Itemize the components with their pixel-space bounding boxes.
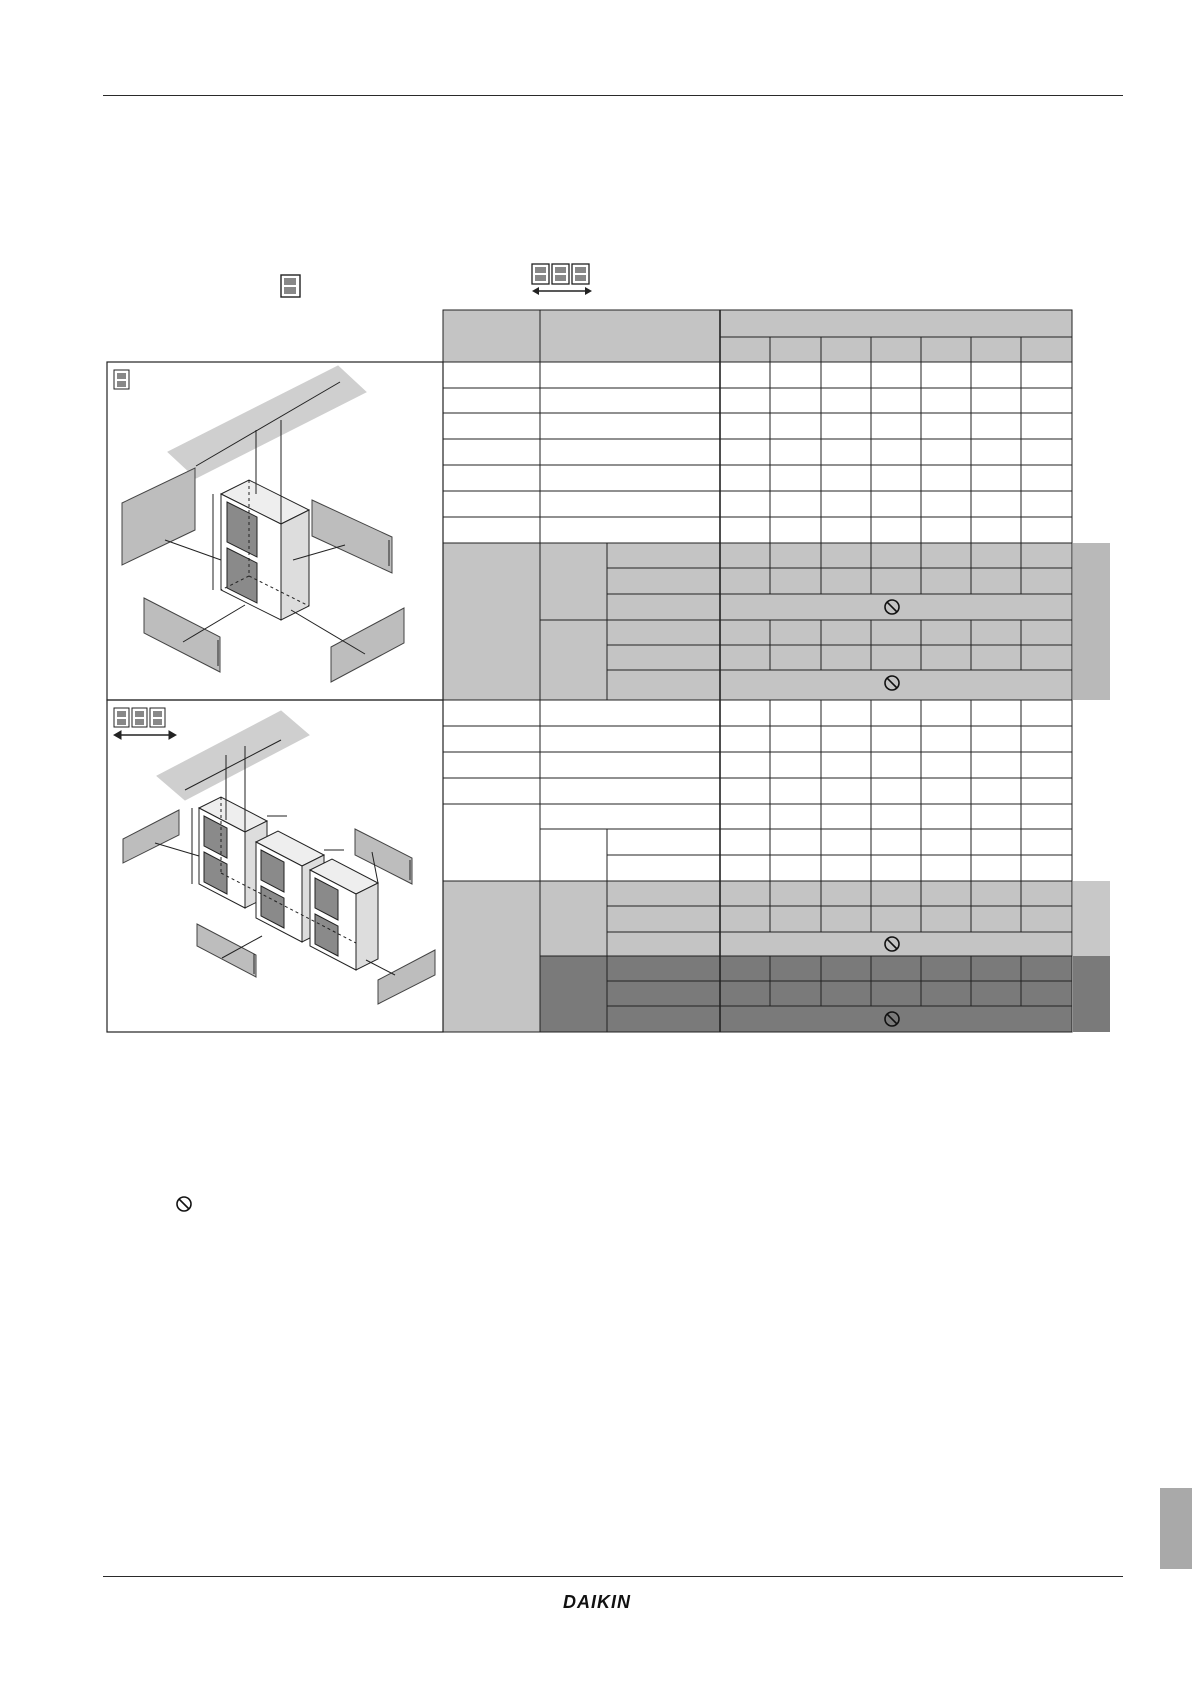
single-unit-diagram	[114, 366, 404, 682]
side-band-2	[1073, 881, 1110, 956]
chapter-tab	[1160, 1488, 1192, 1569]
multi-unit-diagram	[114, 708, 435, 1004]
prohibited-icon	[175, 1195, 193, 1213]
brand-logo: DAIKIN	[563, 1592, 631, 1612]
footer-rule	[103, 1576, 1123, 1577]
side-band-1	[1073, 543, 1110, 700]
side-band-3	[1073, 956, 1110, 1032]
